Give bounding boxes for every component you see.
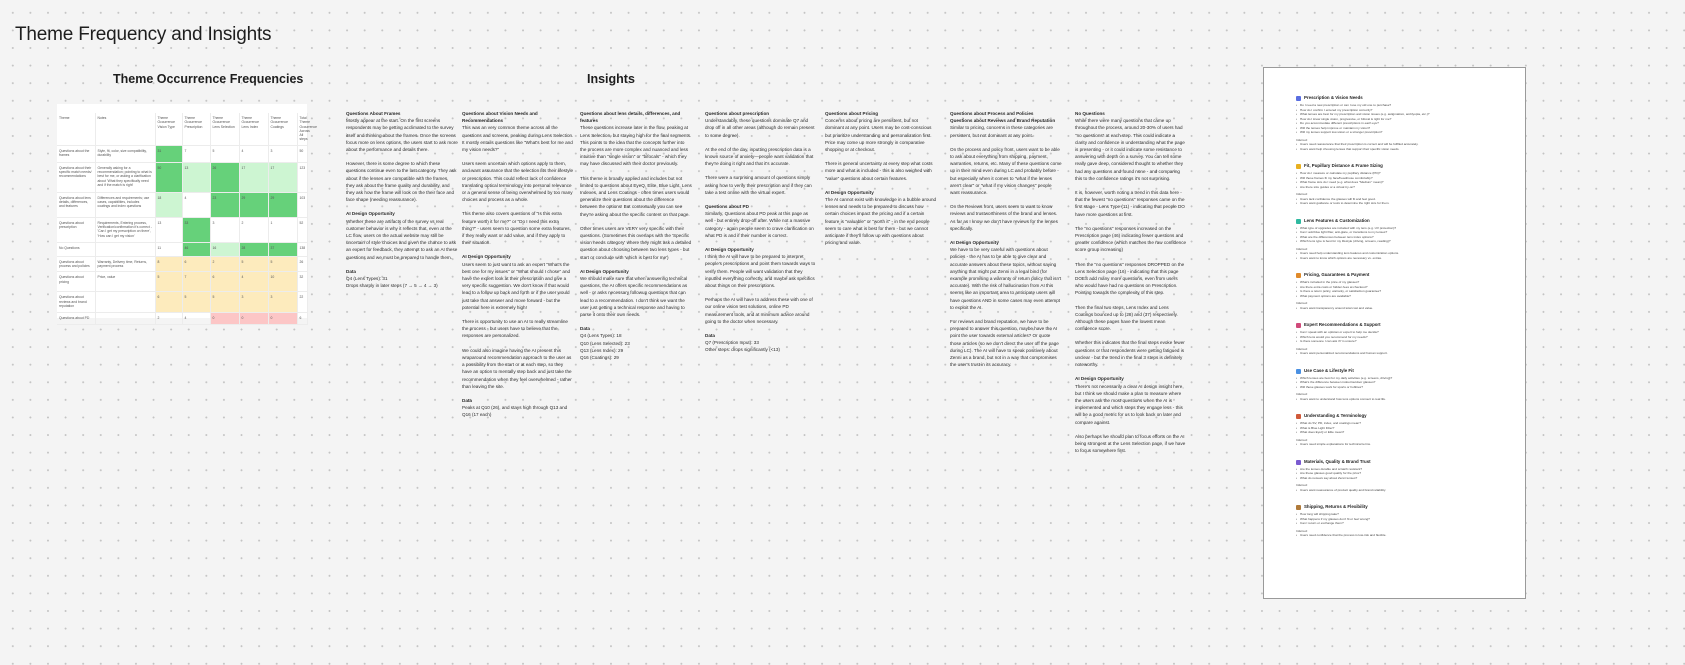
count-cell: 5 <box>210 145 239 162</box>
count-cell: 3 <box>268 292 297 313</box>
paragraph: There is general uncertainty at every step what costs more and what is included - this is also weighed with "value" questions about certain features. <box>825 161 933 181</box>
column-heading: Questions about Process and Policies <box>950 111 1034 116</box>
theme-cell: Questions about lens details, differences, and features <box>57 192 95 217</box>
count-cell: 0 <box>239 313 268 325</box>
doc-section-heading <box>1296 505 1515 510</box>
count-cell: 4 <box>182 192 210 217</box>
notes-cell: Style, fit, color, size compatibility, durability <box>95 145 155 162</box>
doc-bullet: • What are the differences between lens index options? <box>1296 235 1515 240</box>
paragraph: Other times users are VERY very specific with their questions. (Sometimes this overlaps with the 'Specific vision needs category' where they might ask a detailed question about choosing between two lens types - but start or conclude with 'which is best for me') <box>580 225 692 260</box>
notes-cell: Warranty, Delivery time, Returns, payment process <box>95 256 155 272</box>
doc-bullet: • What do reviews say about Zenni lenses? <box>1296 476 1515 481</box>
doc-section <box>1296 460 1515 493</box>
doc-bullet: • How do I know single vision, progressive, or bifocal is right for me? <box>1296 117 1515 122</box>
column-heading: Questions About Frames <box>346 111 401 116</box>
theme-cell: No Questions <box>57 242 95 256</box>
paragraph: Then the "no questions" responses DROPPED on the Lens Selection page (16) - indicating that this page DOES add many more questions, even from users who would have had no questions on Prescription. Pointing towards the complexity of this step. <box>1075 261 1185 296</box>
data-line: Q10 (Lens Selected): 23 <box>580 340 630 346</box>
column-heading: Questions about Pricing <box>825 111 879 116</box>
insight-column <box>1075 110 1187 461</box>
subheading: AI Design Opportunity <box>1075 376 1124 382</box>
data-line: Other steps: drops significantly (<13) <box>705 347 780 353</box>
doc-section <box>1296 323 1515 356</box>
total-cell: 138 <box>297 242 307 256</box>
data-line: Peaks at Q10 (26), and stays high through Q13 and Q16 (17 each) <box>462 405 568 418</box>
doc-section-title: Shipping, Returns & Flexibility <box>1304 504 1368 510</box>
table-row <box>57 192 307 217</box>
subheading: Data <box>346 268 356 274</box>
theme-cell: Questions about pricing <box>57 272 95 292</box>
doc-section <box>1296 164 1515 206</box>
themes-document[interactable] <box>1263 67 1526 599</box>
count-cell: 29 <box>239 192 268 217</box>
doc-bullet: • Is there a return policy, warranty, or satisfaction guarantee? <box>1296 289 1515 294</box>
doc-section <box>1296 273 1515 310</box>
total-cell: 26 <box>297 256 307 272</box>
paragraph: Users seem uncertain which options apply to them, and want assurance that the selection fits their lifestyle or prescription. This could reflect lack of confidence translating optical terminology into personal relevance or a general sense of being overwhelmed by too many choices and process as a whole. <box>462 161 574 203</box>
glasses-icon <box>1296 96 1301 101</box>
doc-inferred-bullet: • Users want transparency around total cost and value. <box>1296 306 1515 311</box>
count-cell: 5 <box>210 292 239 313</box>
count-cell: 13 <box>155 217 182 242</box>
notes-cell: Differences and requirements; use cases, capabilities, includes coatings and index questions <box>95 192 155 217</box>
subheading: Questions about PD <box>705 204 749 210</box>
count-cell: 28 <box>239 242 268 256</box>
doc-inferred-bullet: • Users want to understand how lens options connect to real life. <box>1296 397 1515 402</box>
doc-section-title: Fit, Pupillary Distance & Frame Sizing <box>1304 163 1383 169</box>
theme-cell: Questions about PD <box>57 313 95 325</box>
doc-section-title: Understanding & Terminology <box>1304 413 1367 419</box>
count-cell: 7 <box>182 272 210 292</box>
doc-bullet: • Do I need a new prescription or can I use my old one to purchase? <box>1296 103 1515 108</box>
paragraph: There's not necessarily a clear AI design insight here, but I think we should make a plan to measure where the users ask the most questions when the AI is implemented and which steps they engage less - this will be a good metric for us to look back on later and compare against. <box>1075 383 1184 425</box>
doc-inferred-bullet: • Users need confidence that the process is low-risk and flexible. <box>1296 533 1515 538</box>
table-row <box>57 162 307 192</box>
subheading: AI Design Opportunity <box>580 268 629 274</box>
count-cell: 5 <box>182 292 210 313</box>
theme-cell: Questions about prescription <box>57 217 95 242</box>
table-header-cell: Theme <box>57 113 95 145</box>
section-title-frequencies: Theme Occurrence Frequencies <box>113 72 304 86</box>
doc-bullet: • What lenses are best for my prescription and vision issues (e.g. astigmatism, amblyopia, etc.)? <box>1296 112 1515 117</box>
table-header-cell: Total Theme Occurrence Across All steps <box>297 113 307 145</box>
count-cell: 2 <box>210 256 239 272</box>
insight-column <box>950 110 1062 376</box>
expert-icon <box>1296 323 1301 328</box>
notes-cell: Requirements, Entering process, Verification/confirmation it's correct - 'Can I get my prescription on there', 'How can I get my vision' <box>95 217 155 242</box>
doc-bullet: • Are these glasses good quality for the price? <box>1296 471 1515 476</box>
paragraph: Similar to pricing, concerns in these categories are persistent, but not dominant at any point. <box>950 125 1053 138</box>
count-cell: 6 <box>155 292 182 313</box>
paragraph: Concerns about pricing are persistent, but not dominant at any point. Users may be cost-conscious but prioritize understanding and personalization first. Price may come up more strongly in comparative shopping or at checkout. <box>825 118 932 153</box>
theme-cell: Questions about process and policies <box>57 256 95 272</box>
paragraph: On the Reviews front, users seem to want to know reviews and trustworthiness of the brand and lenses. As far as I know we don't have reviews for the lenses specifically. <box>950 204 1058 231</box>
paragraph: We could also imagine having the AI present this wraparound recommendation approach to the user as a possibility from the start or at each step, so they have an option to mentally step back and just take the recommendation when they feel overwhelmed - rather than leaving the site. <box>462 347 572 389</box>
subheading: Data <box>705 333 715 339</box>
table-header-cell: Theme Occurrence Lens Index <box>239 113 268 145</box>
table-row <box>57 292 307 313</box>
table-row <box>57 272 307 292</box>
paragraph: Mostly appear at the start. On the first screens respondents may be getting acclimated to the survey itself and thinking about the frames. Once the screens focus more on lens options, the users start to ask more about the performance and details there. <box>346 118 458 153</box>
subheading: AI Design Opportunity <box>825 189 874 195</box>
count-cell: 29 <box>268 192 297 217</box>
count-cell: 7 <box>182 145 210 162</box>
doc-bullet: • Can I return or exchange them? <box>1296 521 1515 526</box>
doc-bullet: • How do I measure or calculate my pupillary distance (PD)? <box>1296 171 1515 176</box>
subheading: Data <box>462 397 472 403</box>
paragraph: The "no questions" responses increased on the Prescription page (46) indicating fewer questions and greater confidence (which matches the raw confidence score group increasing) <box>1075 225 1187 253</box>
ruler-icon <box>1296 164 1301 169</box>
money-icon <box>1296 273 1301 278</box>
doc-bullet: • Are there extra costs or hidden fees at checkout? <box>1296 285 1515 290</box>
brush-icon <box>1296 219 1301 224</box>
table-row <box>57 242 307 256</box>
count-cell: 4 <box>239 272 268 292</box>
doc-bullet: • What type of upgrades are included with my lens (e.g. UV protection)? <box>1296 226 1515 231</box>
frequency-table <box>57 113 318 325</box>
table-header-row <box>57 113 307 145</box>
doc-section-heading <box>1296 273 1515 278</box>
doc-bullet: • What frame size do I need (e.g. what does "Medium" mean)? <box>1296 180 1515 185</box>
data-line: Q13 (Lens Index): 29 <box>580 347 624 353</box>
doc-bullet: • How long will shipping take? <box>1296 512 1515 517</box>
doc-inferred-bullet: • Users need help understanding lens features and customization options. <box>1296 251 1515 256</box>
subheading: AI Design Opportunity <box>705 247 754 253</box>
subheading: AI Design Opportunity <box>462 254 511 260</box>
count-cell: 6 <box>210 272 239 292</box>
doc-section-title: Prescription & Vision Needs <box>1304 95 1363 101</box>
inferred-label: Inferred: <box>1296 483 1308 487</box>
count-cell: 31 <box>155 145 182 162</box>
count-cell: 0 <box>210 313 239 325</box>
subheading: AI Design Opportunity <box>346 211 395 217</box>
doc-bullet: • What's the difference between indoor/outdoor glasses? <box>1296 380 1515 385</box>
column-heading: Questions about Vision Needs and Recommendations <box>462 111 538 124</box>
doc-section-heading <box>1296 219 1515 224</box>
doc-bullet: • Will these frames fit my face/head/nose comfortably? <box>1296 176 1515 181</box>
inferred-label: Inferred: <box>1296 137 1308 142</box>
paragraph: This was an very common theme across all the questions and screens, peaking during Lens Selection. It mostly entails questions like "What's best for me and my vision needs?" <box>462 125 574 153</box>
count-cell: 2 <box>155 313 182 325</box>
total-cell: 123 <box>297 162 307 192</box>
inferred-label: Inferred: <box>1296 192 1308 196</box>
table-header-cell: Theme Occurrence Coatings <box>268 113 297 145</box>
subheading: AI Design Opportunity <box>950 240 999 246</box>
doc-section-title: Materials, Quality & Brand Trust <box>1304 458 1371 464</box>
doc-bullet: • Will the lenses help improve or maintain my vision? <box>1296 126 1515 131</box>
doc-bullet: • Which lens type is best for my lifestyle (driving, screens, reading)? <box>1296 239 1515 244</box>
doc-bullet: • How do I confirm I entered my prescription correctly? <box>1296 108 1515 113</box>
count-cell: 3 <box>268 145 297 162</box>
count-cell: 26 <box>210 162 239 192</box>
doc-bullet: • Do you accommodate different prescriptions in each eye? <box>1296 121 1515 126</box>
column-heading: Questions about lens details, differences, and features <box>580 111 681 124</box>
count-cell: 17 <box>268 162 297 192</box>
doc-bullet: • Can I add blue light filter, anti-glare, or transitions to my lenses? <box>1296 230 1515 235</box>
paragraph: We should make sure that when answering technical questions, the AI offers specific recommendations as well - or asks necessary followup questions that can lead to a recommendation. I don't think we want the user just getting a technical response and having to parse it onto their own needs. <box>580 276 688 318</box>
count-cell: 37 <box>268 242 297 256</box>
count-cell: 3 <box>210 217 239 242</box>
theme-cell: Questions about the frames <box>57 145 95 162</box>
inferred-label: Inferred: <box>1296 528 1308 533</box>
table-row <box>57 145 307 162</box>
notes-cell <box>95 292 155 313</box>
table-header-cell: Theme Occurrence Vision Type <box>155 113 182 145</box>
inferred-label: Inferred: <box>1296 346 1308 351</box>
shield-icon <box>1296 460 1301 465</box>
paragraph: Users seem to just want to ask an expert "What's the best one for my issues" or "What should I chose" and have the expert look at their prescription and give a very specific suggestion. We don't know if that would lead to a follow up back and forth or if the user would just take that answer and move forward - but the potential here is extremely high! <box>462 261 571 310</box>
count-cell: 1 <box>268 217 297 242</box>
doc-section-title: Use Case & Lifestyle Fit <box>1304 367 1354 373</box>
paragraph: At the end of the day, inputting prescription data is a known source of anxiety—people want validation that they're doing it right and that it's accurate. <box>705 146 814 167</box>
paragraph: It is, however, worth noting a trend in this data here - that the fewest "no questions" responses came on the first stage - Lens Type (11) - indicating that people DO have more questions at first. <box>1075 190 1185 217</box>
doc-bullet: • What happens if my glasses don't fit or feel wrong? <box>1296 517 1515 522</box>
total-cell: 32 <box>297 272 307 292</box>
table-header-cell: Theme Occurrence Prescription <box>182 113 210 145</box>
paragraph: This theme also covers questions of "Is this extra feature worth it for me?" or "Do I need this extra thing?" - users seem to question some extra features, if they really want or add value, and if they apply to their situation. <box>462 211 571 246</box>
count-cell: 17 <box>239 162 268 192</box>
table-header-cell: Notes <box>95 113 155 145</box>
paragraph: I think the AI will have to be prepared to interpret people's prescriptions and point them towards ways to verify them. People will want validation that they inputted everything correctly, and maybe ask specifics about things on their prescriptions. <box>705 254 816 289</box>
paragraph: These questions increase later in the flow, peaking at Lens Selection, but staying high for the final segments. This points to the idea that the concepts further into the process are more complex and nuanced and less intuitive than "single vision" or "bifocals" - which they may have discussed with their doctor previously. <box>580 125 692 167</box>
doc-bullet: • What do SV, PD, index, and coatings mean? <box>1296 421 1515 426</box>
doc-section <box>1296 369 1515 402</box>
subheading: Data <box>580 326 590 332</box>
doc-section-title: Lens Features & Customization <box>1304 217 1370 223</box>
notes-cell: Price, value <box>95 272 155 292</box>
insight-column <box>462 110 574 419</box>
paragraph: There were a surprising amount of questions simply asking how to verify their prescription and if they can take a test online with the virtual expert. <box>705 175 812 195</box>
paragraph: This theme is broadly applied and includes but not limited to questions about EyeQ, Elite, Blue Light, Lens Indexes, and Lens Coatings - often times users would generalize their questions about the difference between the options! But contextually you can see they're asking about the specific content on that page. <box>580 175 692 217</box>
notes-cell <box>95 242 155 256</box>
data-line: Q16 (Coatings): 29 <box>580 355 619 361</box>
doc-bullet: • What's included in the price of my glasses? <box>1296 280 1515 285</box>
doc-bullet: • What is Blue Light Filter? <box>1296 426 1515 431</box>
lifestyle-icon <box>1296 369 1301 374</box>
count-cell: 16 <box>210 242 239 256</box>
count-cell: 0 <box>268 313 297 325</box>
inferred-label: Inferred: <box>1296 246 1308 251</box>
paragraph: Understandably, these questions dominate Q7 and drop off in all other areas (although do remain present to some degree). <box>705 118 815 138</box>
doc-bullet: • What payment options are available? <box>1296 294 1515 299</box>
doc-inferred-bullet: • Users want help choosing lenses that support their specific vision needs. <box>1296 147 1515 152</box>
notes-cell <box>95 313 155 325</box>
insight-column <box>705 110 817 354</box>
paragraph: On the process and policy front, users want to be able to ask about everything from shipping, payment, warranties, returns, etc. Many of these questions come up in their mind even during LC and probably before - but especially when it comes to "what if the lenses aren't clear" or "what if my vision changes" people want reassurance. <box>950 146 1062 196</box>
total-cell: 6 <box>297 313 307 325</box>
doc-bullet: • Are the lenses durable and scratch resistant? <box>1296 467 1515 472</box>
count-cell: 10 <box>268 272 297 292</box>
doc-section-title: Expert Recommendations & Support <box>1304 322 1381 328</box>
count-cell: 5 <box>155 272 182 292</box>
doc-section-heading <box>1296 323 1515 328</box>
doc-section-heading <box>1296 414 1515 419</box>
inferred-label: Inferred: <box>1296 301 1308 305</box>
doc-section-heading <box>1296 164 1515 169</box>
doc-inferred-bullet: • Users want reassurance of product quality and brand reliability. <box>1296 488 1515 493</box>
count-cell: 8 <box>155 256 182 272</box>
paragraph: Similarly, Questions about PD peak at this page as well - but entirely drop-off after. While not a massive category - again people seem to crave clarification on what PD is and if their number is correct. <box>705 211 814 238</box>
frequency-table-frame[interactable] <box>57 104 318 321</box>
paragraph: Then the final two steps, Lens Index and Lens Coatings bounced up to (28) and (37) respectively. Although these pages have the lowest mean confidence score. <box>1075 304 1178 332</box>
insight-column <box>825 110 937 253</box>
table-row <box>57 256 307 272</box>
doc-inferred-bullet: • Users lack confidence the glasses will fit and feel good. <box>1296 197 1515 202</box>
doc-bullet: • Which lens would you recommend for my needs? <box>1296 335 1515 340</box>
inferred-label: Inferred: <box>1296 392 1308 396</box>
count-cell: 5 <box>239 256 268 272</box>
column-heading: Questions about prescription <box>705 111 770 116</box>
count-cell: 4 <box>239 145 268 162</box>
doc-inferred-bullet: • Users want to know which options are necessary vs. extras. <box>1296 256 1515 261</box>
doc-bullet: • What does EyeQ or Elite mean? <box>1296 430 1515 435</box>
doc-bullet: • Which lenses are best for my daily activities (e.g. screens, driving)? <box>1296 376 1515 381</box>
doc-inferred-bullet: • Users want guidance or tools to determine the right size for them. <box>1296 201 1515 206</box>
theme-cell: Questions about reviews and brand reputation <box>57 292 95 313</box>
doc-inferred-bullet: • Users need reassurance that their prescription is correct and will be fulfilled accurately. <box>1296 142 1515 147</box>
total-cell: 52 <box>297 217 307 242</box>
paragraph: Perhaps the AI will have to address these with one of our online vision test solutions, online PD measurement tools, and at minimum advice around going to the doctor when necessary. <box>705 297 813 324</box>
total-cell: 22 <box>297 292 307 313</box>
count-cell: 2 <box>239 217 268 242</box>
paragraph: There is opportunity to use an AI to really streamline the process - but users have to believe that the responses are personalized. <box>462 319 568 339</box>
data-line: Q7 (Prescription Input): 33 <box>705 340 759 346</box>
theme-cell: Questions about their specific match needs/ recommendations <box>57 162 95 192</box>
doc-section-heading <box>1296 460 1515 465</box>
table-header-cell: Theme Occurrence Lens Selection <box>210 113 239 145</box>
total-cell: 50 <box>297 145 307 162</box>
data-line: Drops sharply in later steps (7 → 5 → 4 → 3) <box>346 283 438 289</box>
doc-bullet: • Can I speak with an optician or expert to help me decide? <box>1296 330 1515 335</box>
count-cell: 50 <box>155 162 182 192</box>
count-cell: 4 <box>182 313 210 325</box>
insight-column <box>346 110 458 289</box>
total-cell: 103 <box>297 192 307 217</box>
doc-section <box>1296 505 1515 538</box>
page-title: Theme Frequency and Insights <box>15 24 272 45</box>
inferred-label: Inferred: <box>1296 437 1308 442</box>
count-cell: 46 <box>182 242 210 256</box>
paragraph: Whether these are artifacts of the survey vs real customer behavior is why it reflects that, even at the LC flow, users on the actual website may still be uncertain of style choices and given the chance to ask an expert for feedback, they attempt to ask an AI these questions and we must be prepared to handle them. <box>346 218 458 260</box>
doc-inferred-bullet: • Users want personalized recommendations and human support. <box>1296 351 1515 356</box>
doc-section <box>1296 96 1515 151</box>
count-cell: 33 <box>182 217 210 242</box>
table-row <box>57 217 307 242</box>
doc-section-heading <box>1296 369 1515 374</box>
notes-cell: Generally asking for a recommendation; pointing to what is best for me, or asking a clarification about 'What they specifically need and if the match is right' <box>95 162 155 192</box>
doc-section <box>1296 219 1515 261</box>
paragraph: Also perhaps we should plan to focus efforts on the AI being strongest at the Lens Selection page, if we have to focus somewhere first. <box>1075 433 1186 454</box>
count-cell: 13 <box>182 162 210 192</box>
table-row <box>57 313 307 325</box>
insight-column <box>580 110 692 361</box>
count-cell: 11 <box>155 242 182 256</box>
doc-bullet: • Are there size guides or a virtual try-on? <box>1296 185 1515 190</box>
doc-section-heading <box>1296 96 1515 101</box>
count-cell: 6 <box>182 256 210 272</box>
box-icon <box>1296 505 1301 510</box>
subheading: Questions about Reviews and Brand Reputation <box>950 118 1056 124</box>
count-cell: 18 <box>155 192 182 217</box>
paragraph: We have to be very careful with questions about policies - the AI has to be able to give clear and accurate answers about these topics, without saying anything that might put Zenni in a legal bind (for example promising a warranty or return policy that isn't accurate). With the risk of hallucination from AI this seems like an important area to anticipate users will have questions AND in some cases may even attempt to exploit the AI. <box>950 247 1062 310</box>
data-line: Q4 (Lens Types): 18 <box>580 333 622 339</box>
paragraph: For reviews and brand reputation, we have to be prepared to answer this question, maybe have the AI point the user towards external articles? Or quote those articles (so we don't direct the user off the page during LC). The AI will have to speak positively about Zenni as a brand, but not in a way that compromises the user's trust in its accuracy. <box>950 319 1059 368</box>
doc-section <box>1296 414 1515 447</box>
doc-section-title: Pricing, Guarantees & Payment <box>1304 272 1370 278</box>
count-cell: 3 <box>239 292 268 313</box>
paragraph: While there were many questions that came up throughout the process, around 20-30% of users had "no questions" at each step. This could indicate a clarity and confidence in understanding what the page is presenting - or it could indicate some resistance to answering with depth on a survey. You can tell some really gave deep, considered thought to whether they had any questions and found none - and comparing this to the confidence ratings it's not surprising. <box>1075 118 1185 181</box>
paragraph: Whether this indicates that the final steps evoke fewer questions or that respondents were getting fatigued is unclear - but the trend in the final 3 steps is definitely noteworthy. <box>1075 340 1185 368</box>
book-icon <box>1296 414 1301 419</box>
doc-bullet: • Will my lenses support low-vision or a stronger prescription? <box>1296 130 1515 135</box>
count-cell: 23 <box>210 192 239 217</box>
paragraph: The AI cannot exist with knowledge in a bubble around lenses and needs to be prepared to discuss how certain choices impact the pricing and if a certain feature is "valuable" or "worth it" - in the end people seem to care what is best for them - but we cannot anticipate if they'll follow up with questions about pricing and value. <box>825 197 937 246</box>
doc-bullet: • Is there someone I can ask if I'm unsure? <box>1296 339 1515 344</box>
doc-inferred-bullet: • Users need simple explanations for technical terms. <box>1296 442 1515 447</box>
section-title-insights: Insights <box>587 72 635 86</box>
count-cell: 5 <box>268 256 297 272</box>
data-line: Q4 (Lens Types): 31 <box>346 276 388 282</box>
column-heading: No Questions <box>1075 111 1105 116</box>
doc-bullet: • Will these glasses work for sports or hobbies? <box>1296 385 1515 390</box>
paragraph: However, there is some degree to which these questions continue even to the last category. They ask about if the lenses are compatible with the frames, they ask about the frame quality and durability, and they ask how the frame will look on the their face and face shape (needing reassurance). <box>346 161 457 203</box>
